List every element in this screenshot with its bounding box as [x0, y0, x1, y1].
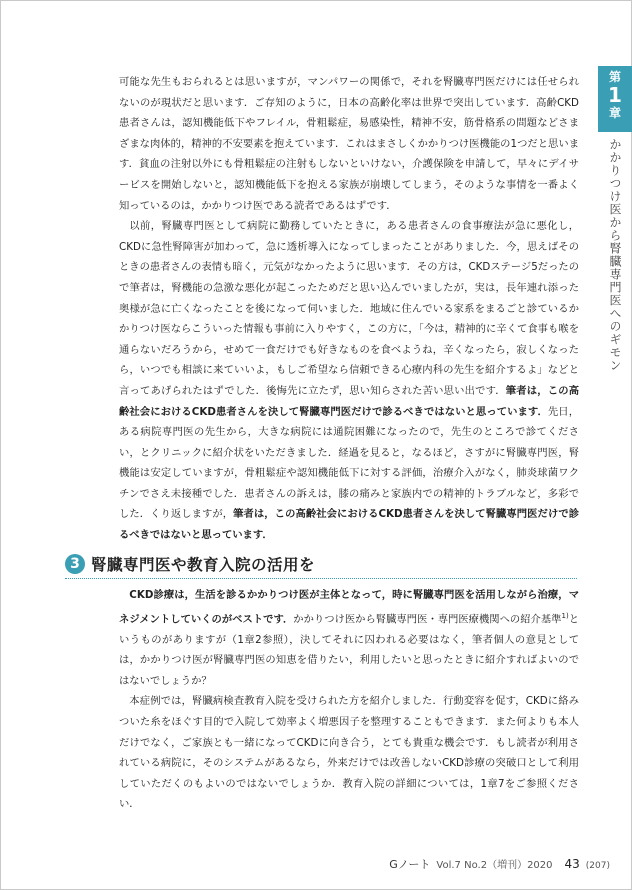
chapter-number: 1 — [608, 83, 622, 107]
paragraph — [119, 691, 579, 815]
text-run: 本症例では，腎臓病検査教育入院を受けられた方を紹介しました．行動変容を促す，CKDに絡みついた糸をほぐす目的で入院して効率よく増悪因子を整理することもできます．また何よりも本人だけでなく，ご家族とも一緒になってCKDに向き合う，とても貴重な機会です．もし読者が利用されている病院に，そのシステムがあるなら，外来だけでは改善しないCKD診療の突破口として利用していただくのもよいのではないでしょうか．教育入院の詳細については，1章7をご参照ください． — [119, 695, 579, 811]
emphasis-text: CKD診療は，生活を診るかかりつけ医が主体となって，時に腎臓専門医を活用しながら治療，マネジメントしていくのがベストです． — [119, 589, 579, 626]
chapter-title: かかりつけ医から腎臓専門医へのギモン — [608, 138, 622, 372]
section-divider — [65, 578, 577, 580]
section-number-badge: 3 — [65, 554, 85, 574]
paragraph — [119, 216, 579, 546]
paragraph — [119, 72, 579, 216]
text-run: 先日，ある病院専門医の先生から，大きな病院には通院困難になったので，先生のところで診てください，とクリニックに紹介状をいただきました．経過を見ると，なるほど，さすがに腎臓専門医，腎機能は安定していますが，骨粗鬆症や認知機能低下に対する評価，治療介入がなく，肺炎球菌ワクチンでさえ未接種でした．患者さんの訴えは，膝の痛みと家族内での精神的トラブルなど，多彩でした．くり返しますが， — [119, 405, 579, 521]
section-title: 腎臓専門医や教育入院の活用を — [91, 556, 316, 574]
emphasis-text: 筆者は，この高齢社会におけるCKD患者さんを決して腎臓専門医だけで診るべきではないと思っています． — [119, 508, 579, 542]
text-run: 以前，腎臓専門医として病院に勤務していたときに，ある患者さんの食事療法が急に悪化し，CKDに急性腎障害が加わって，急に透析導入になってしまったことがありました．今，思えばそのときの患者さんの表情も暗く，元気がなかったように思います．その方は，CKDステージ5だったので筆者は，腎機能の急激な悪化が起こったためだと思い込んでいましたが，実は，長年連れ添った奥様が急に亡くなったことを後になって伺いました．地域に住んでいる家系をまるごと診ているかかりつけ医ならこういった情報も事前に入りやすく，この方に，「今は，精神的に辛くて食事も喉を通らないだろうから，せめて一食だけでも好きなものを食べようね，辛くなったら，寂しくなったら，いつでも相談に来ていいよ，もしご希望なら信頼できる心療内科の先生を紹介するよ」などと言ってあげられたはずでした．後悔先に立たず，思い知らされた苦い思い出です． — [119, 220, 579, 397]
page-number: 43 — [564, 857, 580, 871]
text-run: かかりつけ医から腎臓専門医・専門医療機関への紹介基準 — [293, 613, 562, 626]
body-text-bottom — [119, 585, 579, 815]
section-heading — [65, 552, 577, 576]
text-run: というものがありますが（1章2参照），決してそれに囚われる必要はなく，筆者個人の意見としては，かかりつけ医が腎臓専門医の知恵を借りたい，利用したいと思ったときに紹介すればよいのではないでしょうか？ — [119, 613, 580, 687]
journal-volume: Vol.7 No.2（増刊）2020 — [436, 860, 553, 871]
page-number-total: (207) — [585, 861, 610, 871]
chapter-suffix: 章 — [608, 106, 621, 120]
journal-brand: Gノート — [389, 858, 431, 871]
chapter-prefix: 第 — [608, 70, 621, 84]
citation-ref: 1) — [561, 611, 569, 620]
chapter-tab — [598, 66, 632, 132]
text-run: 可能な先生もおられるとは思いますが，マンパワーの関係で，それを腎臓専門医だけには任せられないのが現状だと思います．ご存知のように，日本の高齢化率は世界で突出しています．高齢CKD患者さんは，認知機能低下やフレイル，骨粗鬆症，易感染性，精神不安，筋骨格系の問題などさまざまな肉体的，精神的不安要素を抱えています．これはまさしくかかりつけ医機能の1つだと思います．貧血の注射以外にも骨粗鬆症の注射もしないといけない，介護保険を申請して，早々にデイサービスを開始しないと，認知機能低下を抱える家族が崩壊してしまう，そのような事情を一番よく知っているのは，かかりつけ医である読者であるはずです． — [119, 76, 579, 212]
page-footer — [389, 856, 610, 872]
paragraph — [119, 585, 579, 691]
emphasis-text: 筆者は，この高齢社会におけるCKD患者さんを決して腎臓専門医だけで診るべきではないと思っています． — [119, 384, 579, 418]
body-text-top — [119, 72, 579, 546]
